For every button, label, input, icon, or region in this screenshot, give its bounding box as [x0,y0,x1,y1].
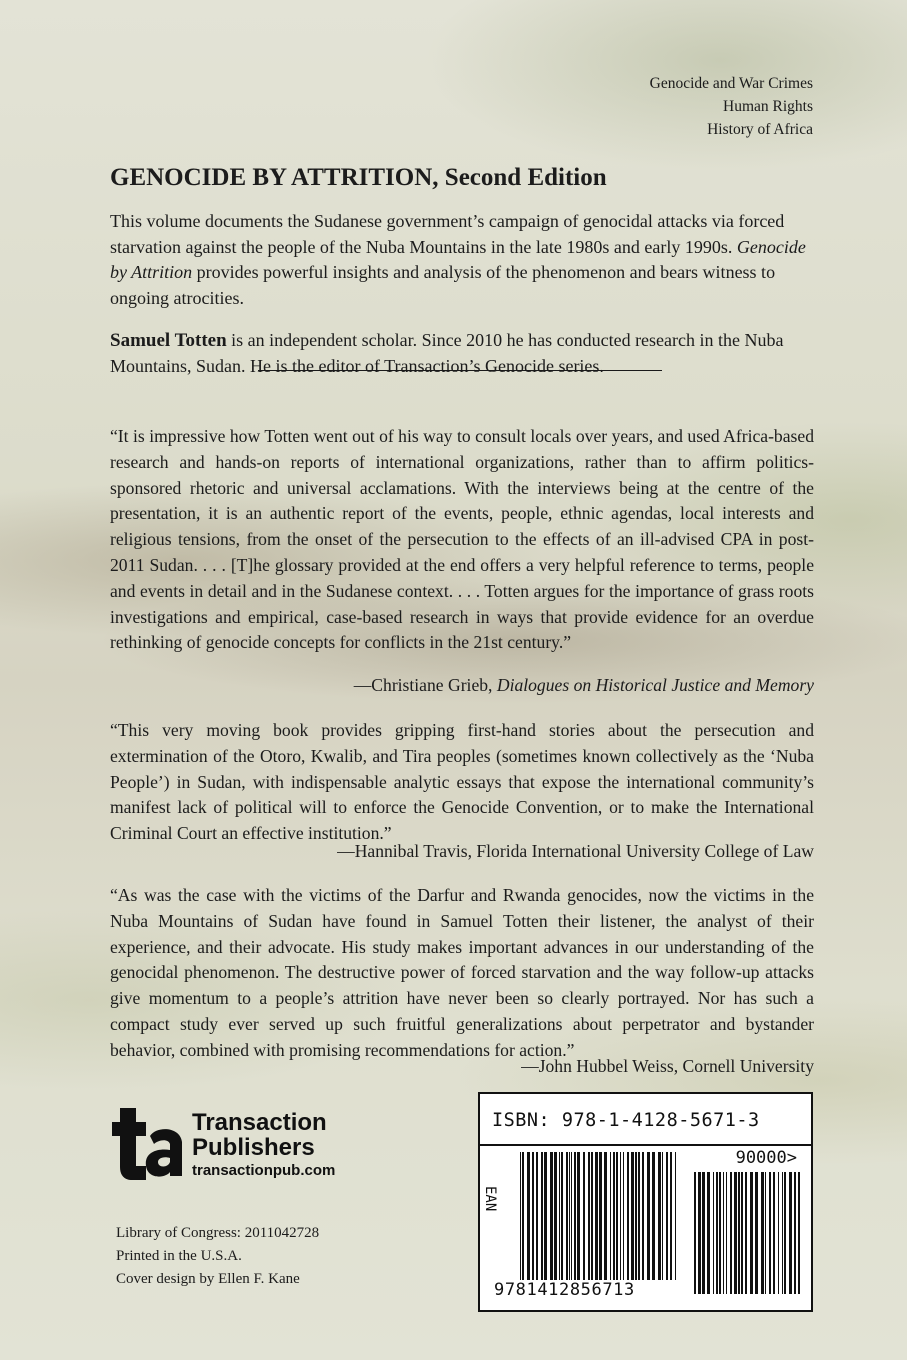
barcode-bar [610,1152,611,1280]
barcode-bar [675,1152,676,1280]
colophon-line: Cover design by Ellen F. Kane [116,1271,300,1287]
reviewer-source: Dialogues on Historical Justice and Memory [496,675,814,695]
barcode-bar [631,1152,634,1280]
barcode-bar [670,1152,672,1280]
barcode-bar [750,1172,753,1294]
review-attribution [354,675,814,696]
barcode-bar [794,1172,796,1294]
author-bio [110,328,814,379]
barcode-bar [550,1152,553,1280]
section-divider [258,370,662,371]
barcode-bar [716,1172,718,1294]
review-attribution: —John Hubbel Weiss, Cornell University [521,1056,814,1076]
barcode-bar [769,1172,771,1294]
author-bio-text: is an independent scholar. Since 2010 he has conducted research in the Nuba Mountains, Sudan. He is the editor of Transaction’s Genocide series. [110,330,784,376]
review-attribution: —Hannibal Travis, Florida International University College of Law [337,841,814,861]
ean-label: EAN [482,1186,498,1212]
barcode-bar [620,1152,621,1280]
colophon-line: Library of Congress: 2011042728 [116,1225,320,1241]
isbn-label: ISBN: 978-1-4128-5671-3 [492,1110,760,1131]
barcode-bar [745,1172,747,1294]
reviewer-name: —Christiane Grieb, [353,675,497,695]
barcode-bar [595,1152,598,1280]
barcode-bar [566,1152,568,1280]
barcode-bar [765,1172,766,1294]
barcode-bar [723,1172,724,1294]
review-quote: “It is impressive how Totten went out of his way to consult locals over years, and used Africa-based research and hands-on reports of international organizations, rather than to affirm politics-sponsored rhetoric and universal acclamations. With the interviews being at the centre of the presentation, it is an authentic report of the events, people, ethnic agendas, local interests and religious tensions, from the onset of the persecution to the effects of an ill-advised CPA in post-2011 Sudan. . . . [T]he glossary provided at the end offers a very helpful reference to terms, people and events in detail and in the Sudanese context. . . . Totten argues for the importance of grass roots investigations and empirical, case-based research in ways that provide evidence for an overdue rethinking of genocide concepts for conflicts in the 21st century.” [110,426,814,653]
barcode-bar [571,1152,572,1280]
barcode-bar [527,1152,530,1280]
barcode-bar [569,1152,570,1280]
subject-categories [650,72,813,141]
barcode-bar [647,1152,650,1280]
barcode-bar [707,1172,710,1294]
barcode-bar [755,1172,758,1294]
publisher-name-line: Transaction [192,1109,327,1136]
description-title-italic: Genocide by Attrition [110,236,806,282]
author-name: Samuel Totten [110,330,227,351]
publisher-name [192,1110,327,1160]
publisher-url: transactionpub.com [192,1162,336,1179]
barcode-bar [520,1152,521,1280]
barcode-bar [635,1152,637,1280]
barcode-bar [719,1172,721,1294]
barcode-bar [782,1172,783,1294]
barcode-bar [702,1172,705,1294]
barcode-bar [730,1172,732,1294]
barcode-bar [713,1172,714,1294]
barcode-bar [536,1152,538,1280]
ta-logo-icon [110,1106,186,1184]
barcode-bar [666,1152,668,1280]
barcode-bar [604,1152,607,1280]
barcode-bar [662,1152,663,1280]
barcode-bar [694,1172,696,1294]
review-quote: “This very moving book provides gripping first-hand stories about the persecution and extermination of the Otoro, Kwalib, and Tira peoples (sometimes known collectively as the ‘Nuba People’) in Sudan, with indispensable analytic essays that expose the international community’s manifest lack of political will to enforce the Genocide Convention, or to make the International Criminal Court an effective institution.” [110,720,814,844]
book-title: GENOCIDE BY ATTRITION, Second Edition [110,164,607,191]
barcode-bar [616,1152,618,1280]
ean-barcode [480,1094,811,1310]
barcode-bar [591,1152,593,1280]
subject-line: Genocide and War Crimes [649,75,813,92]
barcode-bar [623,1152,624,1280]
barcode-box [478,1092,813,1312]
barcode-bar [642,1152,644,1280]
colophon [116,1222,319,1291]
barcode-bar [559,1152,560,1280]
barcode-bar [734,1172,737,1294]
barcode-bar [541,1152,543,1280]
barcode-bar [638,1152,640,1280]
barcode-bar [741,1172,743,1294]
barcode-bar [574,1152,576,1280]
barcode-bar [773,1172,775,1294]
barcode-bar [784,1172,786,1294]
barcode-bar [652,1152,655,1280]
barcode-bar [577,1152,580,1280]
barcode-bar [738,1172,740,1294]
barcode-bar [599,1152,602,1280]
barcode-bar [658,1152,661,1280]
description-text: This volume documents the Sudanese government’s campaign of genocidal attacks via forced starvation against the people of the Nuba Mountains in the late 1980s and early 1990s. [110,211,785,257]
barcode-bar [583,1152,585,1280]
barcode-bar [798,1172,800,1294]
publisher-name-line: Publishers [192,1134,315,1161]
barcode-bar [522,1152,524,1280]
barcode-bar [761,1172,764,1294]
barcode-bar [789,1172,792,1294]
barcode-bar [532,1152,534,1280]
colophon-line: Printed in the U.S.A. [116,1248,242,1264]
review-quote: “As was the case with the victims of the Darfur and Rwanda genocides, now the victims in the Nuba Mountains of Sudan have found in Samuel Totten their listener, the analyst of their experience, and their advocate. His study makes important advances in our understanding of the genocidal phenomenon. The destructive power of forced starvation and the way follow-up attacks give momentum to a people’s attrition have never been so clearly portrayed. Nor has such a compact study ever served up such fruitful generalizations about perpetrator and bystander behavior, combined with promising recommendations for action.” [110,885,814,1060]
barcode-bar [544,1152,547,1280]
barcode-bar [778,1172,779,1294]
barcode-bar [613,1152,615,1280]
addon-code: 90000> [735,1148,797,1168]
subject-line: Human Rights [723,98,813,115]
barcode-bar [561,1152,563,1280]
barcode-bar [627,1152,629,1280]
barcode-bar [554,1152,557,1280]
barcode-number: 9781412856713 [494,1280,635,1300]
barcode-bar [726,1172,727,1294]
subject-line: History of Africa [707,121,813,138]
barcode-bar [588,1152,590,1280]
description-text: provides powerful insights and analysis of the phenomenon and bears witness to ongoing atrocities. [110,262,776,308]
book-description [110,209,814,311]
barcode-bar [698,1172,701,1294]
publisher-logo [110,1106,350,1186]
